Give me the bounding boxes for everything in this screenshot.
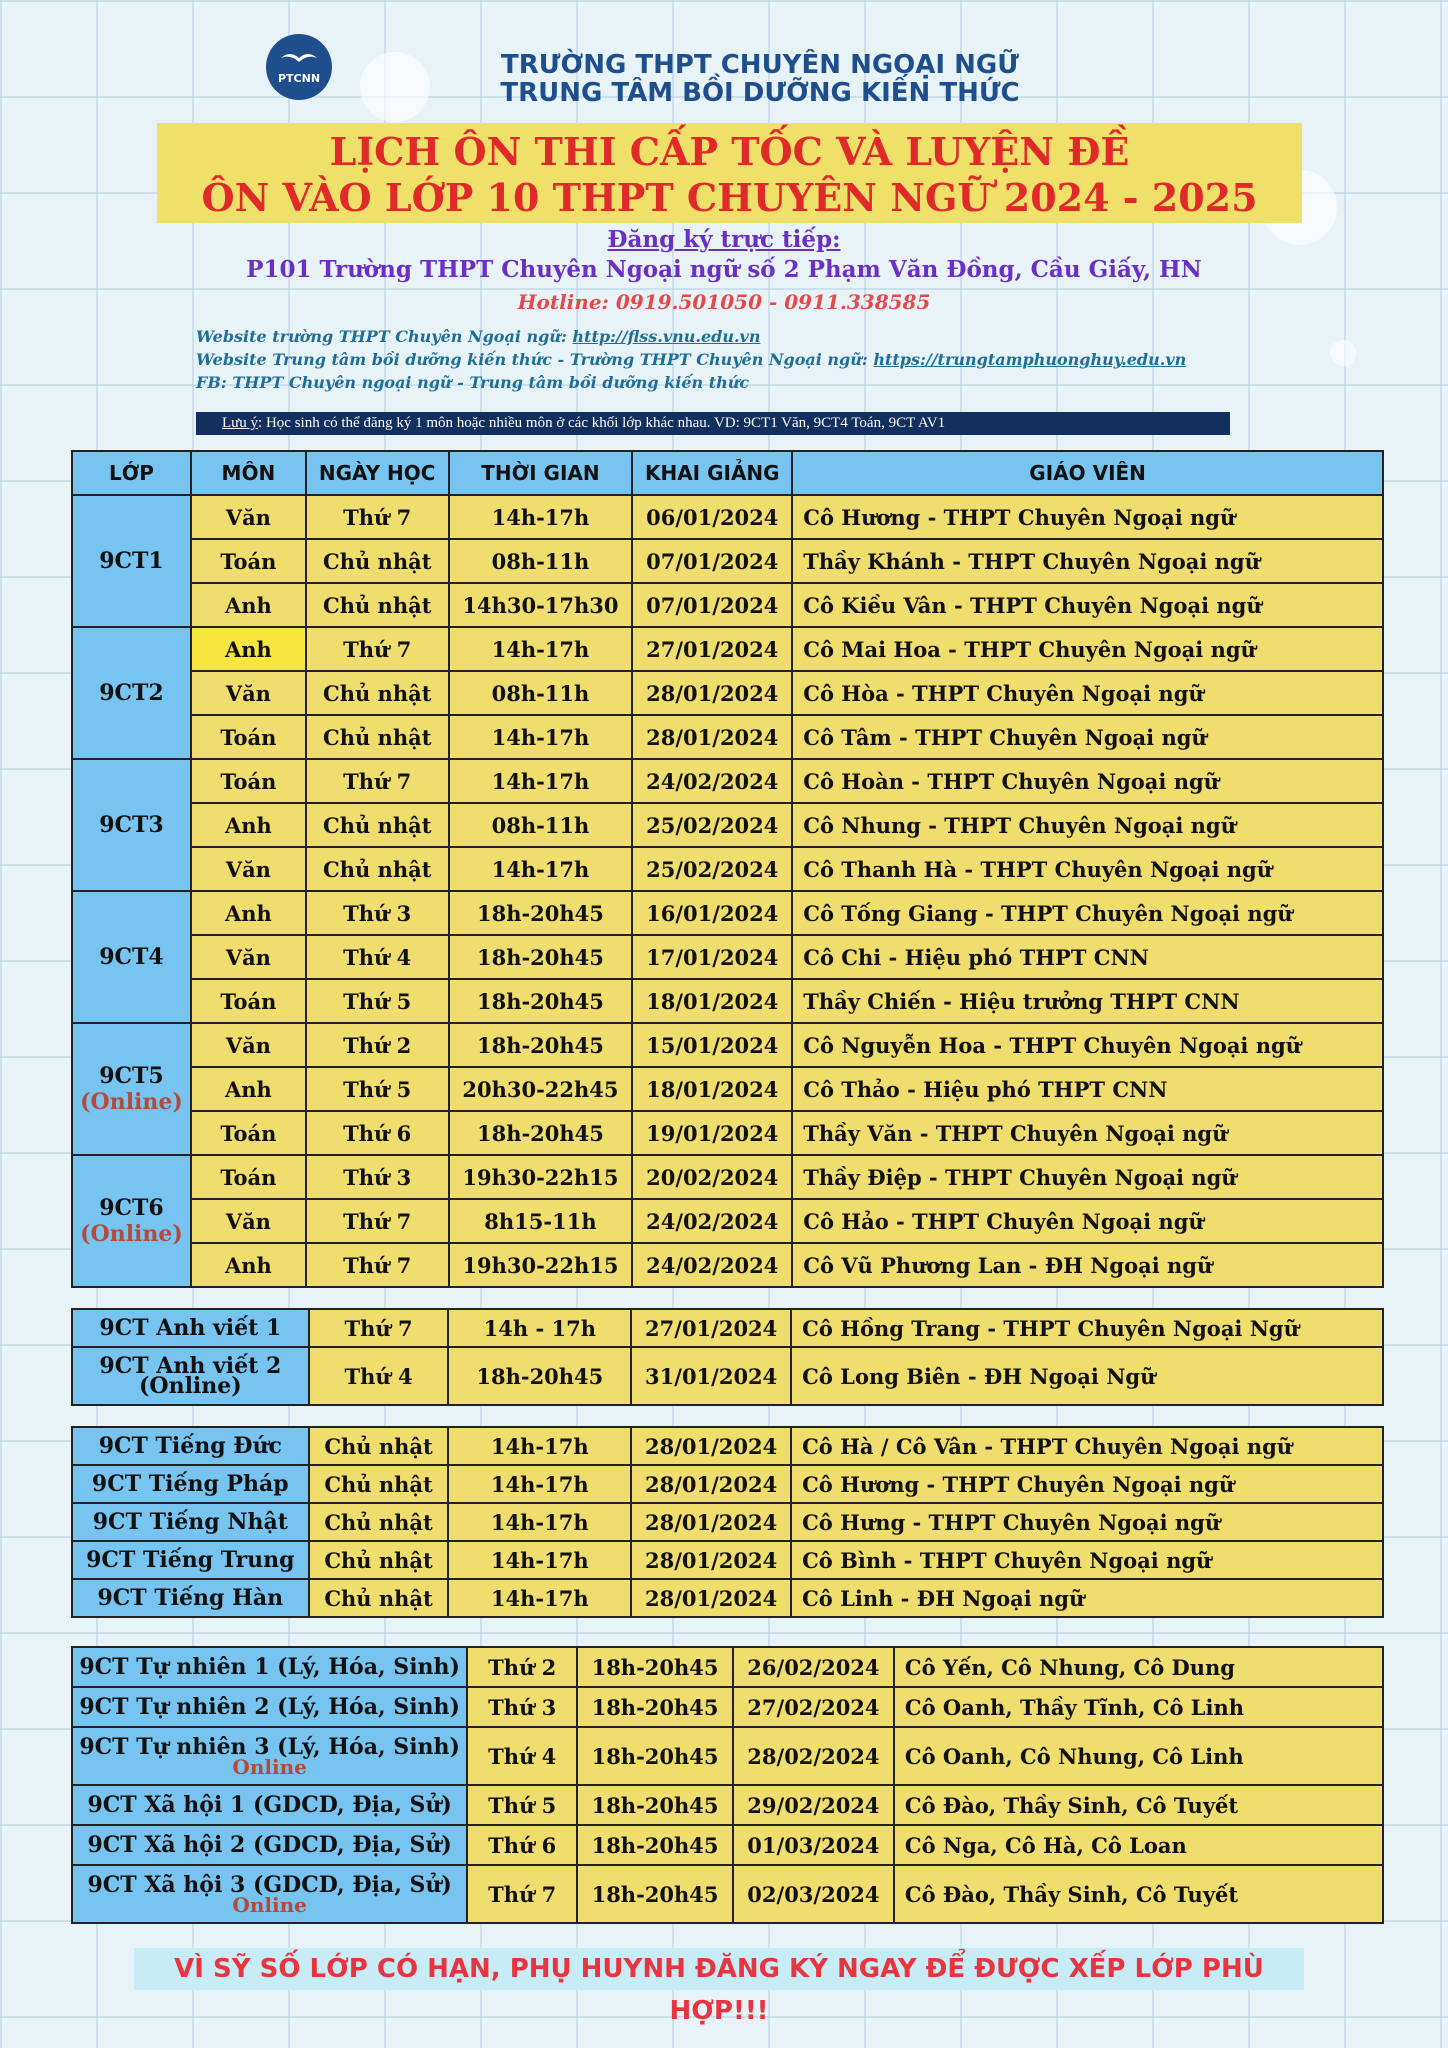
teacher-cell: Cô Tâm - THPT Chuyên Ngoại ngữ bbox=[792, 715, 1383, 759]
subject-cell: Toán bbox=[191, 1111, 306, 1155]
class-cell: 9CT3 bbox=[72, 759, 191, 891]
day-cell: Thứ 3 bbox=[467, 1687, 577, 1727]
time-cell: 14h - 17h bbox=[448, 1309, 631, 1347]
day-cell: Chủ nhật bbox=[309, 1541, 449, 1579]
class-cell: 9CT Tiếng Hàn bbox=[72, 1579, 309, 1617]
online-label: Online bbox=[232, 1893, 307, 1917]
start-cell: 25/02/2024 bbox=[632, 803, 792, 847]
teacher-cell: Thầy Chiến - Hiệu trưởng THPT CNN bbox=[792, 979, 1383, 1023]
teacher-cell: Cô Kiều Vân - THPT Chuyên Ngoại ngữ bbox=[792, 583, 1383, 627]
teacher-cell: Cô Nga, Cô Hà, Cô Loan bbox=[894, 1825, 1383, 1865]
table-header-row bbox=[72, 451, 1383, 495]
start-cell: 19/01/2024 bbox=[632, 1111, 792, 1155]
class-cell: 9CT1 bbox=[72, 495, 191, 627]
table-row bbox=[72, 1727, 1383, 1785]
teacher-cell: Cô Nhung - THPT Chuyên Ngoại ngữ bbox=[792, 803, 1383, 847]
table-row bbox=[72, 1579, 1383, 1617]
teacher-cell: Cô Mai Hoa - THPT Chuyên Ngoại ngữ bbox=[792, 627, 1383, 671]
time-cell: 08h-11h bbox=[449, 671, 633, 715]
online-label: Online bbox=[232, 1755, 307, 1779]
language-table bbox=[71, 1426, 1384, 1618]
school-logo bbox=[266, 34, 332, 100]
subject-cell: Văn bbox=[191, 1199, 306, 1243]
time-cell: 08h-11h bbox=[449, 803, 633, 847]
time-cell: 18h-20h45 bbox=[449, 979, 633, 1023]
teacher-cell: Cô Bình - THPT Chuyên Ngoại ngữ bbox=[791, 1541, 1383, 1579]
table-row bbox=[72, 495, 1383, 539]
bird-icon bbox=[280, 50, 318, 64]
header-start-date: KHAI GIẢNG bbox=[632, 451, 792, 495]
day-cell: Thứ 3 bbox=[306, 1155, 449, 1199]
time-cell: 18h-20h45 bbox=[577, 1687, 733, 1727]
subject-cell: Anh bbox=[191, 803, 306, 847]
teacher-cell: Cô Nguyễn Hoa - THPT Chuyên Ngoại ngữ bbox=[792, 1023, 1383, 1067]
class-cell: 9CT Tự nhiên 1 (Lý, Hóa, Sinh) bbox=[72, 1647, 467, 1687]
online-label: (Online) bbox=[139, 1373, 242, 1399]
time-cell: 14h-17h bbox=[449, 759, 633, 803]
table-row bbox=[72, 1647, 1383, 1687]
table-row bbox=[72, 627, 1383, 671]
subject-cell: Anh bbox=[191, 1243, 306, 1287]
time-cell: 14h30-17h30 bbox=[449, 583, 633, 627]
table-row bbox=[72, 847, 1383, 891]
time-cell: 19h30-22h15 bbox=[449, 1243, 633, 1287]
teacher-cell: Cô Đào, Thầy Sinh, Cô Tuyết bbox=[894, 1785, 1383, 1825]
science-social-table bbox=[71, 1646, 1384, 1924]
table-row bbox=[72, 1687, 1383, 1727]
start-cell: 01/03/2024 bbox=[733, 1825, 894, 1865]
start-cell: 29/02/2024 bbox=[733, 1785, 894, 1825]
class-cell: 9CT Tự nhiên 3 (Lý, Hóa, Sinh) Online bbox=[72, 1727, 467, 1785]
subject-cell: Toán bbox=[191, 715, 306, 759]
time-cell: 18h-20h45 bbox=[577, 1647, 733, 1687]
class-cell: 9CT Tiếng Đức bbox=[72, 1427, 309, 1465]
teacher-cell: Cô Chi - Hiệu phó THPT CNN bbox=[792, 935, 1383, 979]
start-cell: 18/01/2024 bbox=[632, 1067, 792, 1111]
class-cell: 9CT6 (Online) bbox=[72, 1155, 191, 1287]
note-label: Lưu ý bbox=[222, 415, 259, 431]
start-cell: 28/01/2024 bbox=[631, 1541, 791, 1579]
subject-cell: Văn bbox=[191, 671, 306, 715]
teacher-cell: Cô Hà / Cô Vân - THPT Chuyên Ngoại ngữ bbox=[791, 1427, 1383, 1465]
school-website-link[interactable]: http://flss.vnu.edu.vn bbox=[572, 327, 761, 346]
table-row bbox=[72, 1023, 1383, 1067]
class-cell: 9CT Xã hội 2 (GDCD, Địa, Sử) bbox=[72, 1825, 467, 1865]
teacher-cell: Cô Hương - THPT Chuyên Ngoại ngữ bbox=[791, 1465, 1383, 1503]
teacher-cell: Thầy Văn - THPT Chuyên Ngoại ngữ bbox=[792, 1111, 1383, 1155]
day-cell: Chủ nhật bbox=[309, 1503, 449, 1541]
time-cell: 19h30-22h15 bbox=[449, 1155, 633, 1199]
header-teacher: GIÁO VIÊN bbox=[792, 451, 1383, 495]
teacher-cell: Cô Oanh, Thầy Tĩnh, Cô Linh bbox=[894, 1687, 1383, 1727]
time-cell: 18h-20h45 bbox=[448, 1347, 631, 1405]
day-cell: Thứ 7 bbox=[467, 1865, 577, 1923]
table-row bbox=[72, 1243, 1383, 1287]
table-row bbox=[72, 539, 1383, 583]
teacher-cell: Cô Hưng - THPT Chuyên Ngoại ngữ bbox=[791, 1503, 1383, 1541]
start-cell: 27/01/2024 bbox=[632, 627, 792, 671]
day-cell: Chủ nhật bbox=[306, 671, 449, 715]
table-row bbox=[72, 1865, 1383, 1923]
time-cell: 18h-20h45 bbox=[449, 1111, 633, 1155]
day-cell: Thứ 5 bbox=[306, 1067, 449, 1111]
title-line1: LỊCH ÔN THI CẤP TỐC VÀ LUYỆN ĐỀ bbox=[329, 129, 1130, 174]
time-cell: 08h-11h bbox=[449, 539, 633, 583]
teacher-cell: Cô Long Biên - ĐH Ngoại Ngữ bbox=[791, 1347, 1383, 1405]
header-day: NGÀY HỌC bbox=[306, 451, 449, 495]
day-cell: Thứ 5 bbox=[467, 1785, 577, 1825]
note-text: : Học sinh có thể đăng ký 1 môn hoặc nhiều môn ở các khối lớp khác nhau. VD: 9CT1 Văn, 9CT4 Toán, 9CT AV1 bbox=[258, 415, 946, 431]
teacher-cell: Cô Thảo - Hiệu phó THPT CNN bbox=[792, 1067, 1383, 1111]
teacher-cell: Cô Hảo - THPT Chuyên Ngoại ngữ bbox=[792, 1199, 1383, 1243]
time-cell: 20h30-22h45 bbox=[449, 1067, 633, 1111]
day-cell: Chủ nhật bbox=[306, 847, 449, 891]
subject-cell: Văn bbox=[191, 935, 306, 979]
start-cell: 24/02/2024 bbox=[632, 759, 792, 803]
day-cell: Chủ nhật bbox=[309, 1465, 449, 1503]
teacher-cell: Thầy Điệp - THPT Chuyên Ngoại ngữ bbox=[792, 1155, 1383, 1199]
table-row bbox=[72, 935, 1383, 979]
start-cell: 16/01/2024 bbox=[632, 891, 792, 935]
time-cell: 14h-17h bbox=[448, 1465, 631, 1503]
teacher-cell: Cô Hồng Trang - THPT Chuyên Ngoại Ngữ bbox=[791, 1309, 1383, 1347]
class-cell: 9CT Xã hội 1 (GDCD, Địa, Sử) bbox=[72, 1785, 467, 1825]
time-cell: 18h-20h45 bbox=[449, 891, 633, 935]
day-cell: Thứ 4 bbox=[306, 935, 449, 979]
day-cell: Thứ 7 bbox=[306, 495, 449, 539]
subject-cell: Anh bbox=[191, 627, 306, 671]
table-row bbox=[72, 891, 1383, 935]
website-line2: Website Trung tâm bồi dưỡng kiến thức - Trường THPT Chuyên Ngoại ngữ: https://trungtamphuonghuy.edu.vn bbox=[196, 350, 1187, 369]
day-cell: Thứ 2 bbox=[306, 1023, 449, 1067]
table-row bbox=[72, 1427, 1383, 1465]
logo-text: PTCNN bbox=[277, 71, 321, 85]
start-cell: 24/02/2024 bbox=[632, 1243, 792, 1287]
day-cell: Thứ 7 bbox=[306, 1199, 449, 1243]
start-cell: 07/01/2024 bbox=[632, 583, 792, 627]
decor-circle bbox=[1330, 340, 1356, 366]
time-cell: 14h-17h bbox=[448, 1579, 631, 1617]
class-cell: 9CT Tiếng Nhật bbox=[72, 1503, 309, 1541]
table-row bbox=[72, 715, 1383, 759]
time-cell: 18h-20h45 bbox=[449, 1023, 633, 1067]
facebook-line: FB: THPT Chuyên ngoại ngữ - Trung tâm bồi dưỡng kiến thức bbox=[196, 373, 750, 392]
subject-cell: Văn bbox=[191, 1023, 306, 1067]
table-row bbox=[72, 671, 1383, 715]
table-row bbox=[72, 1825, 1383, 1865]
subject-cell: Văn bbox=[191, 847, 306, 891]
center-name: TRUNG TÂM BỒI DƯỠNG KIẾN THỨC bbox=[500, 78, 1020, 108]
day-cell: Chủ nhật bbox=[306, 715, 449, 759]
start-cell: 07/01/2024 bbox=[632, 539, 792, 583]
title-line2: ÔN VÀO LỚP 10 THPT CHUYÊN NGỮ 2024 - 2025 bbox=[201, 175, 1258, 220]
table-row bbox=[72, 1067, 1383, 1111]
header-class: LỚP bbox=[72, 451, 191, 495]
start-cell: 26/02/2024 bbox=[733, 1647, 894, 1687]
day-cell: Chủ nhật bbox=[306, 803, 449, 847]
start-cell: 18/01/2024 bbox=[632, 979, 792, 1023]
header-subject: MÔN bbox=[191, 451, 306, 495]
online-label: (Online) bbox=[80, 1089, 183, 1115]
day-cell: Thứ 3 bbox=[306, 891, 449, 935]
day-cell: Thứ 6 bbox=[306, 1111, 449, 1155]
start-cell: 20/02/2024 bbox=[632, 1155, 792, 1199]
day-cell: Thứ 5 bbox=[306, 979, 449, 1023]
day-cell: Thứ 7 bbox=[309, 1309, 449, 1347]
hotline: Hotline: 0919.501050 - 0911.338585 bbox=[517, 290, 931, 314]
class-cell: 9CT5 (Online) bbox=[72, 1023, 191, 1155]
main-schedule-table bbox=[71, 450, 1384, 1288]
teacher-cell: Cô Hương - THPT Chuyên Ngoại ngữ bbox=[792, 495, 1383, 539]
start-cell: 28/01/2024 bbox=[631, 1579, 791, 1617]
subject-cell: Toán bbox=[191, 1155, 306, 1199]
subject-cell: Toán bbox=[191, 539, 306, 583]
footer-banner: VÌ SỸ SỐ LỚP CÓ HẠN, PHỤ HUYNH ĐĂNG KÝ NGAY ĐỂ ĐƯỢC XẾP LỚP PHÙ HỢP!!! bbox=[134, 1948, 1304, 1990]
time-cell: 18h-20h45 bbox=[449, 935, 633, 979]
table-row bbox=[72, 1465, 1383, 1503]
start-cell: 17/01/2024 bbox=[632, 935, 792, 979]
table-row bbox=[72, 1503, 1383, 1541]
start-cell: 28/01/2024 bbox=[632, 715, 792, 759]
header-time: THỜI GIAN bbox=[449, 451, 633, 495]
start-cell: 27/01/2024 bbox=[631, 1309, 791, 1347]
day-cell: Chủ nhật bbox=[309, 1427, 449, 1465]
table-row bbox=[72, 1111, 1383, 1155]
teacher-cell: Cô Oanh, Cô Nhung, Cô Linh bbox=[894, 1727, 1383, 1785]
table-row bbox=[72, 583, 1383, 627]
teacher-cell: Cô Thanh Hà - THPT Chuyên Ngoại ngữ bbox=[792, 847, 1383, 891]
time-cell: 14h-17h bbox=[448, 1541, 631, 1579]
day-cell: Thứ 6 bbox=[467, 1825, 577, 1865]
subject-cell: Anh bbox=[191, 891, 306, 935]
school-name: TRƯỜNG THPT CHUYÊN NGOẠI NGỮ bbox=[501, 50, 1019, 80]
day-cell: Chủ nhật bbox=[309, 1579, 449, 1617]
table-row bbox=[72, 1155, 1383, 1199]
address: P101 Trường THPT Chuyên Ngoại ngữ số 2 Phạm Văn Đồng, Cầu Giấy, HN bbox=[246, 256, 1202, 283]
teacher-cell: Thầy Khánh - THPT Chuyên Ngoại ngữ bbox=[792, 539, 1383, 583]
start-cell: 02/03/2024 bbox=[733, 1865, 894, 1923]
start-cell: 28/01/2024 bbox=[631, 1503, 791, 1541]
website-line1: Website trường THPT Chuyên Ngoại ngữ: http://flss.vnu.edu.vn bbox=[196, 327, 761, 346]
day-cell: Thứ 4 bbox=[309, 1347, 449, 1405]
time-cell: 14h-17h bbox=[449, 715, 633, 759]
time-cell: 14h-17h bbox=[448, 1427, 631, 1465]
subject-cell: Văn bbox=[191, 495, 306, 539]
teacher-cell: Cô Yến, Cô Nhung, Cô Dung bbox=[894, 1647, 1383, 1687]
time-cell: 18h-20h45 bbox=[577, 1865, 733, 1923]
start-cell: 28/01/2024 bbox=[631, 1427, 791, 1465]
time-cell: 8h15-11h bbox=[449, 1199, 633, 1243]
teacher-cell: Cô Hoàn - THPT Chuyên Ngoại ngữ bbox=[792, 759, 1383, 803]
start-cell: 28/01/2024 bbox=[631, 1465, 791, 1503]
time-cell: 18h-20h45 bbox=[577, 1727, 733, 1785]
time-cell: 14h-17h bbox=[448, 1503, 631, 1541]
teacher-cell: Cô Linh - ĐH Ngoại ngữ bbox=[791, 1579, 1383, 1617]
table-row bbox=[72, 803, 1383, 847]
start-cell: 31/01/2024 bbox=[631, 1347, 791, 1405]
start-cell: 25/02/2024 bbox=[632, 847, 792, 891]
time-cell: 14h-17h bbox=[449, 495, 633, 539]
teacher-cell: Cô Tống Giang - THPT Chuyên Ngoại ngữ bbox=[792, 891, 1383, 935]
subject-cell: Anh bbox=[191, 1067, 306, 1111]
time-cell: 18h-20h45 bbox=[577, 1825, 733, 1865]
day-cell: Thứ 7 bbox=[306, 759, 449, 803]
start-cell: 24/02/2024 bbox=[632, 1199, 792, 1243]
teacher-cell: Cô Vũ Phương Lan - ĐH Ngoại ngữ bbox=[792, 1243, 1383, 1287]
table-row bbox=[72, 1785, 1383, 1825]
online-label: (Online) bbox=[80, 1221, 183, 1247]
day-cell: Thứ 2 bbox=[467, 1647, 577, 1687]
class-cell: 9CT Xã hội 3 (GDCD, Địa, Sử) Online bbox=[72, 1865, 467, 1923]
center-website-link[interactable]: https://trungtamphuonghuy.edu.vn bbox=[873, 350, 1187, 369]
start-cell: 15/01/2024 bbox=[632, 1023, 792, 1067]
table-row bbox=[72, 979, 1383, 1023]
class-cell: 9CT Anh viết 1 bbox=[72, 1309, 309, 1347]
table-row bbox=[72, 1309, 1383, 1347]
teacher-cell: Cô Đào, Thầy Sinh, Cô Tuyết bbox=[894, 1865, 1383, 1923]
time-cell: 18h-20h45 bbox=[577, 1785, 733, 1825]
table-row bbox=[72, 1199, 1383, 1243]
day-cell: Thứ 7 bbox=[306, 627, 449, 671]
start-cell: 06/01/2024 bbox=[632, 495, 792, 539]
teacher-cell: Cô Hòa - THPT Chuyên Ngoại ngữ bbox=[792, 671, 1383, 715]
start-cell: 28/01/2024 bbox=[632, 671, 792, 715]
writing-table bbox=[71, 1308, 1384, 1406]
class-cell: 9CT2 bbox=[72, 627, 191, 759]
day-cell: Thứ 7 bbox=[306, 1243, 449, 1287]
time-cell: 14h-17h bbox=[449, 627, 633, 671]
start-cell: 27/02/2024 bbox=[733, 1687, 894, 1727]
class-cell: 9CT Tiếng Pháp bbox=[72, 1465, 309, 1503]
start-cell: 28/02/2024 bbox=[733, 1727, 894, 1785]
title-banner bbox=[157, 123, 1302, 223]
class-cell: 9CT Tiếng Trung bbox=[72, 1541, 309, 1579]
subject-cell: Toán bbox=[191, 979, 306, 1023]
subject-cell: Anh bbox=[191, 583, 306, 627]
register-label: Đăng ký trực tiếp: bbox=[607, 226, 841, 253]
class-cell: 9CT4 bbox=[72, 891, 191, 1023]
day-cell: Chủ nhật bbox=[306, 539, 449, 583]
subject-cell: Toán bbox=[191, 759, 306, 803]
table-row bbox=[72, 1347, 1383, 1405]
table-row bbox=[72, 1541, 1383, 1579]
class-cell: 9CT Anh viết 2 (Online) bbox=[72, 1347, 309, 1405]
day-cell: Thứ 4 bbox=[467, 1727, 577, 1785]
class-cell: 9CT Tự nhiên 2 (Lý, Hóa, Sinh) bbox=[72, 1687, 467, 1727]
time-cell: 14h-17h bbox=[449, 847, 633, 891]
day-cell: Chủ nhật bbox=[306, 583, 449, 627]
note-bar bbox=[196, 412, 1230, 435]
table-row bbox=[72, 759, 1383, 803]
